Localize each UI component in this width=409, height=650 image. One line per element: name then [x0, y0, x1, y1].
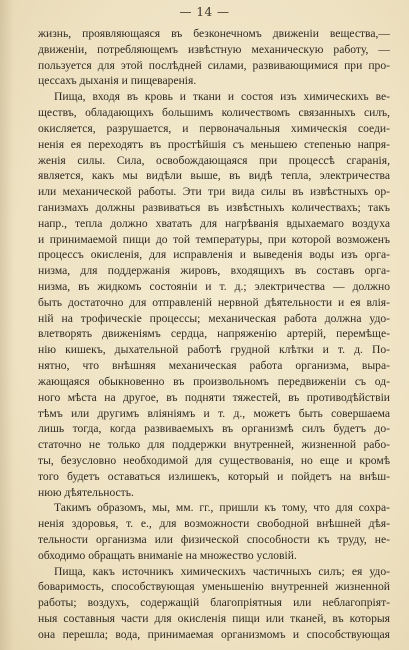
text-line: она перешла; вода, принимаемая организмомъ и способствующая [38, 627, 390, 641]
text-line: и принимаемой пищи до той температуры, при которой возможенъ [38, 232, 390, 246]
paragraph-4 [38, 564, 390, 643]
text-line: жающаяся обыкновенно въ произвольномъ передвиженіи съ од- [38, 374, 390, 388]
text-line: ного мѣста на другое, въ подняти тяжестей, въ противодѣйствіи [38, 390, 390, 404]
paragraph-1 [38, 26, 390, 89]
text-line: Пища, входя въ кровь и ткани и состоя изъ химическихъ ве- [54, 90, 390, 104]
text-line: нію кишекъ, дыхательной работѣ грудной клѣтки и т. д. По- [38, 343, 390, 357]
text-line: обходимо обращать вниманіе на множество условій. [38, 548, 297, 562]
text-line: движеніи, потребляющемъ извѣстную механическую работу, — [38, 42, 390, 56]
text-line: низма, въ жидкомъ состояніи и т. д.; электричества — должно [38, 280, 390, 293]
text-line: Пища, какъ источникъ химическихъ частичныхъ силъ; ея удо- [54, 564, 390, 578]
text-line: пользуется для этой послѣдней силами, развивающимися при про- [38, 58, 390, 72]
text-line: жизнь, проявляющаяся въ безконечномъ движеніи вещества,— [38, 27, 390, 40]
text-line: ты, безусловно необходимой для существованія, но еще и кромѣ [38, 453, 390, 467]
text-line: цессахъ дыханія и пищеваренія. [38, 74, 197, 88]
text-line: окисляется, разрушается, и первоначальныя химическія соеди- [38, 121, 390, 135]
text-line: ненія здоровья, т. е., для возможности свободной внѣшней дѣя- [38, 517, 390, 531]
text-line: или механической работы. Эти три вида силы въ извѣстныхъ ор- [38, 185, 390, 199]
text-line: того будетъ оставаться излишекъ, который и пойдетъ на внѣш- [38, 469, 390, 483]
text-line: ненія ея переходятъ въ простѣйшія съ меньшею степенью напря- [38, 137, 390, 151]
text-line: процессъ окисленія, для исправленія и выведенія воды изъ орга- [38, 248, 390, 262]
text-line: ществъ, обладающихъ большимъ количествомъ связанныхъ силъ, [38, 106, 390, 120]
text-line: нюю дѣятельность. [38, 485, 134, 499]
text-line: Такимъ образомъ, мы, мм. гг., пришли къ тому, что для сохра- [54, 501, 390, 515]
text-line: нятно, что внѣшняя механическая работа организма, выра- [38, 359, 390, 373]
paragraph-3 [38, 500, 390, 563]
text-line: женія силы. Сила, освобождающаяся при процессѣ сгаранія, [38, 153, 390, 167]
text-line: ній на трофическіе процессы; механическая работа должна удо- [38, 311, 390, 325]
text-line: тельности организма или физической способности къ труду, не- [38, 533, 390, 546]
body-text [38, 26, 390, 643]
text-line: напр., тепла должно хватать для нагрѣванія вдыхаемаго воздуха [38, 216, 390, 230]
text-line: ныя составныя части для окисленія пищи или тканей, въ которыя [38, 612, 390, 626]
text-line: статочно не только для поддержки внутренней, жизненной рабо- [38, 438, 390, 452]
text-line: работы; воздухъ, содержащій благопріятныя или неблагопріят- [38, 596, 390, 610]
text-line: низма, для поддержанія жировъ, входящихъ въ составъ орга- [38, 264, 390, 278]
page-number: — 14 — [179, 5, 230, 19]
text-line: является, какъ мы видѣли выше, въ видѣ тепла, электричества [38, 169, 390, 183]
text-line: лишь тогда, когда развиваемыхъ въ организмѣ силъ будетъ до- [38, 422, 390, 436]
text-line: ганизмахъ должны развиваться въ извѣстныхъ количествахъ; такъ [38, 200, 390, 214]
page-edge-shadow [0, 0, 14, 650]
text-line: быть достаточно для отправленій нервной дѣятельности и ея влія- [38, 295, 390, 309]
text-line: влетворять движеніямъ сердца, напряженію артерій, перемѣще- [38, 327, 390, 341]
text-line: боваримость, способствующая уменьшенію внутренней жизненной [38, 580, 390, 594]
paragraph-2 [38, 89, 390, 500]
text-line: тѣмъ или другимъ вліяніямъ и т. д., можетъ быть совершаема [38, 406, 390, 420]
